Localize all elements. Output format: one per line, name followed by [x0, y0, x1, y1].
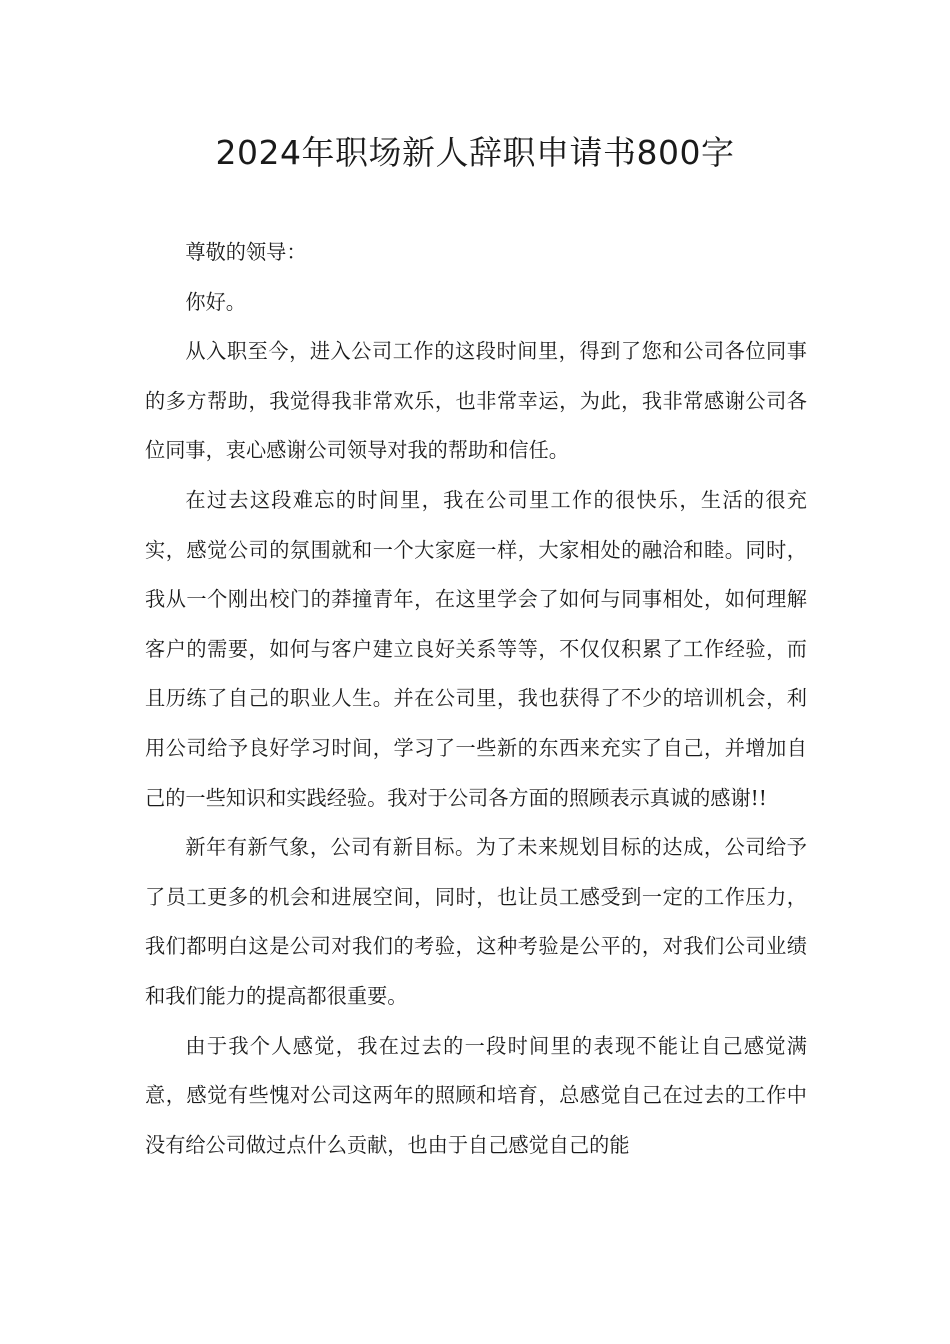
paragraph-reason: 由于我个人感觉，我在过去的一段时间里的表现不能让自己感觉满意，感觉有些愧对公司这两年的照顾和培育，总感觉自己在过去的工作中没有给公司做过点什么贡献，也由于自己感觉自己的能	[145, 1033, 807, 1157]
document-title: 2024年职场新人辞职申请书800字	[215, 133, 735, 172]
paragraph-gratitude: 从入职至今，进入公司工作的这段时间里，得到了您和公司各位同事的多方帮助，我觉得我非常欢乐，也非常幸运，为此，我非常感谢公司各位同事，衷心感谢公司领导对我的帮助和信任。	[145, 339, 807, 463]
paragraph-experience: 在过去这段难忘的时间里，我在公司里工作的很快乐，生活的很充实，感觉公司的氛围就和一个大家庭一样，大家相处的融洽和睦。同时，我从一个刚出校门的莽撞青年，在这里学会了如何与同事相处，如何理解客户的需要，如何与客户建立良好关系等等，不仅仅积累了工作经验，而且历练了自己的职业人生。并在公司里，我也获得了不少的培训机会，利用公司给予良好学习时间，学习了一些新的东西来充实了自己，并增加自己的一些知识和实践经验。我对于公司各方面的照顾表示真诚的感谢!!	[145, 487, 807, 810]
greeting: 你好。	[185, 289, 246, 314]
salutation: 尊敬的领导：	[185, 240, 307, 264]
document-body	[145, 228, 807, 1170]
paragraph-new-goals: 新年有新气象，公司有新目标。为了未来规划目标的达成，公司给予了员工更多的机会和进展空间，同时，也让员工感受到一定的工作压力，我们都明白这是公司对我们的考验，这种考验是公平的，对我们公司业绩和我们能力的提高都很重要。	[145, 835, 807, 1008]
